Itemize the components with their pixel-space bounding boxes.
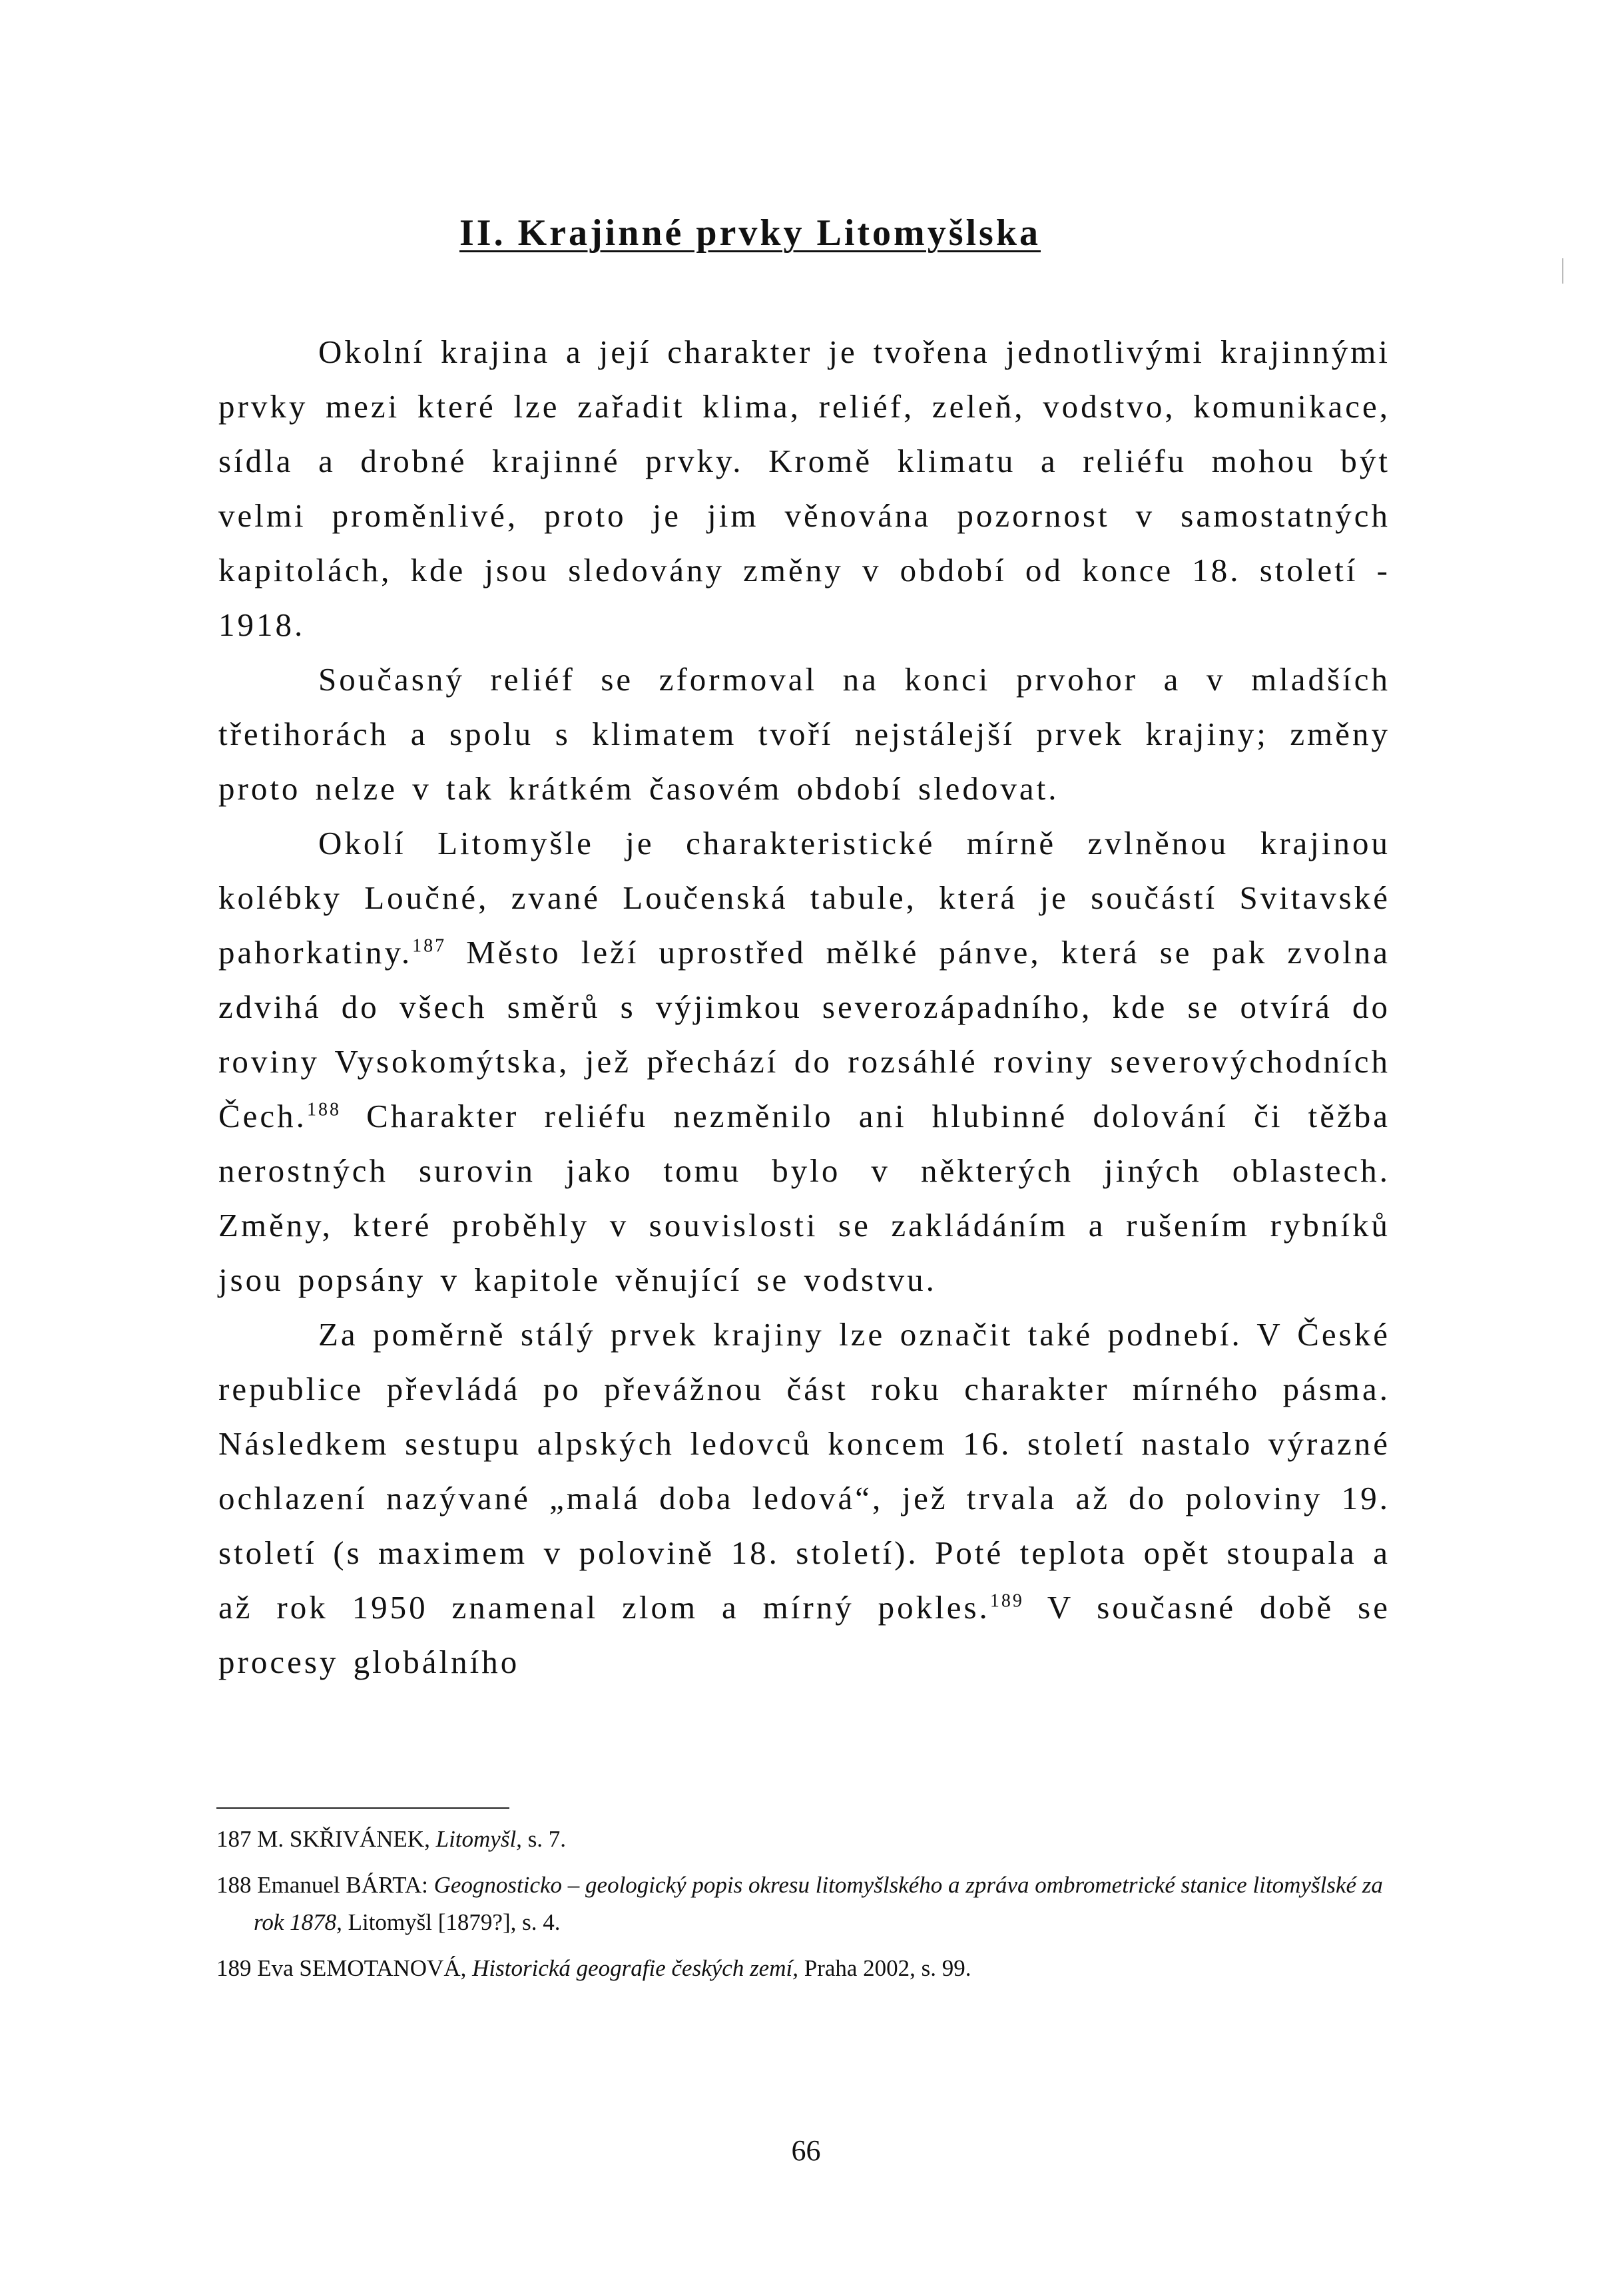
paragraph-4: [218, 1307, 1390, 1690]
page-number: 66: [791, 2134, 821, 2167]
footnote-188: [216, 1867, 1388, 1941]
footnote-reference[interactable]: 187: [412, 935, 447, 957]
footnote-number: 189: [216, 1955, 252, 1981]
footnote-reference[interactable]: 188: [306, 1099, 341, 1120]
footnote-title: Geognosticko – geologický popis okresu litomyšlského a zpráva ombrometrické stanice litomyšlské za rok 1878,: [254, 1872, 1383, 1935]
footnote-author: M. SKŘIVÁNEK,: [257, 1826, 430, 1852]
footnote-189: [216, 1950, 1388, 1987]
footnote-title: Historická geografie českých zemí,: [472, 1955, 798, 1981]
footnote-author: Emanuel BÁRTA:: [257, 1872, 428, 1898]
paragraph-text: Okolní krajina a její charakter je tvořena jednotlivými krajinnými prvky mezi které lze zařadit klima, reliéf, zeleň, vodstvo, komunikace, sídla a drobné krajinné prvky. Kromě klimatu a reliéfu mohou být velmi proměnlivé, proto je jim věnována pozornost v samostatných kapitolách, kde jsou sledovány změny v období od konce 18. století - 1918.: [218, 334, 1390, 643]
footnote-187: [216, 1821, 1388, 1858]
paragraph-text: Za poměrně stálý prvek krajiny lze označit také podnebí. V České republice převládá po převážnou část roku charakter mírného pásma. Následkem sestupu alpských ledovců koncem 16. století nastalo výrazné ochlazení nazývané „malá doba ledová“, jež trvala až do poloviny 19. století (s maximem v polovině 18. století). Poté teplota opět stoupala a až rok 1950 znamenal zlom a mírný pokles.: [218, 1316, 1390, 1626]
paragraph-2: [218, 652, 1390, 816]
paragraph-text: Město leží uprostřed mělké pánve, která se pak zvolna zdvihá do všech směrů s výjimkou severozápadního, kde se otvírá do roviny Vysokomýtska, jež přechází do rozsáhlé roviny severovýchodních Čech.: [218, 934, 1390, 1134]
footnote-reference[interactable]: 189: [989, 1590, 1024, 1612]
footnotes: [216, 1821, 1388, 1996]
paragraph-text: V současné době se procesy globálního: [218, 1589, 1390, 1680]
footnote-rest: Litomyšl [1879?], s. 4.: [348, 1909, 561, 1935]
paragraph-text: Charakter reliéfu nezměnilo ani hlubinné dolování či těžba nerostných surovin jako tomu bylo v některých jiných oblastech. Změny, které proběhly v souvislosti se zakládáním a rušením rybníků jsou popsány v kapitole věnující se vodstvu.: [218, 1098, 1390, 1298]
paragraph-3: [218, 816, 1390, 1307]
footnote-number: 187: [216, 1826, 252, 1852]
footnote-rest: Praha 2002, s. 99.: [804, 1955, 971, 1981]
footnote-title: Litomyšl,: [435, 1826, 522, 1852]
footnote-number: 188: [216, 1872, 252, 1898]
body-text: [218, 325, 1390, 1690]
scan-artifact-mark: [1562, 258, 1563, 284]
footnote-rest: s. 7.: [527, 1826, 567, 1852]
footnote-separator: [216, 1807, 509, 1809]
chapter-title: II. Krajinné prvky Litomyšlska: [459, 212, 1041, 254]
paragraph-text: Okolí Litomyšle je charakteristické mírně zvlněnou krajinou kolébky Loučné, zvané Loučenská tabule, která je součástí Svitavské pahorkatiny.: [218, 825, 1390, 971]
paragraph-1: [218, 325, 1390, 652]
footnote-author: Eva SEMOTANOVÁ,: [257, 1955, 467, 1981]
paragraph-text: Současný reliéf se zformoval na konci prvohor a v mladších třetihorách a spolu s klimatem tvoří nejstálejší prvek krajiny; změny proto nelze v tak krátkém časovém období sledovat.: [218, 661, 1390, 807]
